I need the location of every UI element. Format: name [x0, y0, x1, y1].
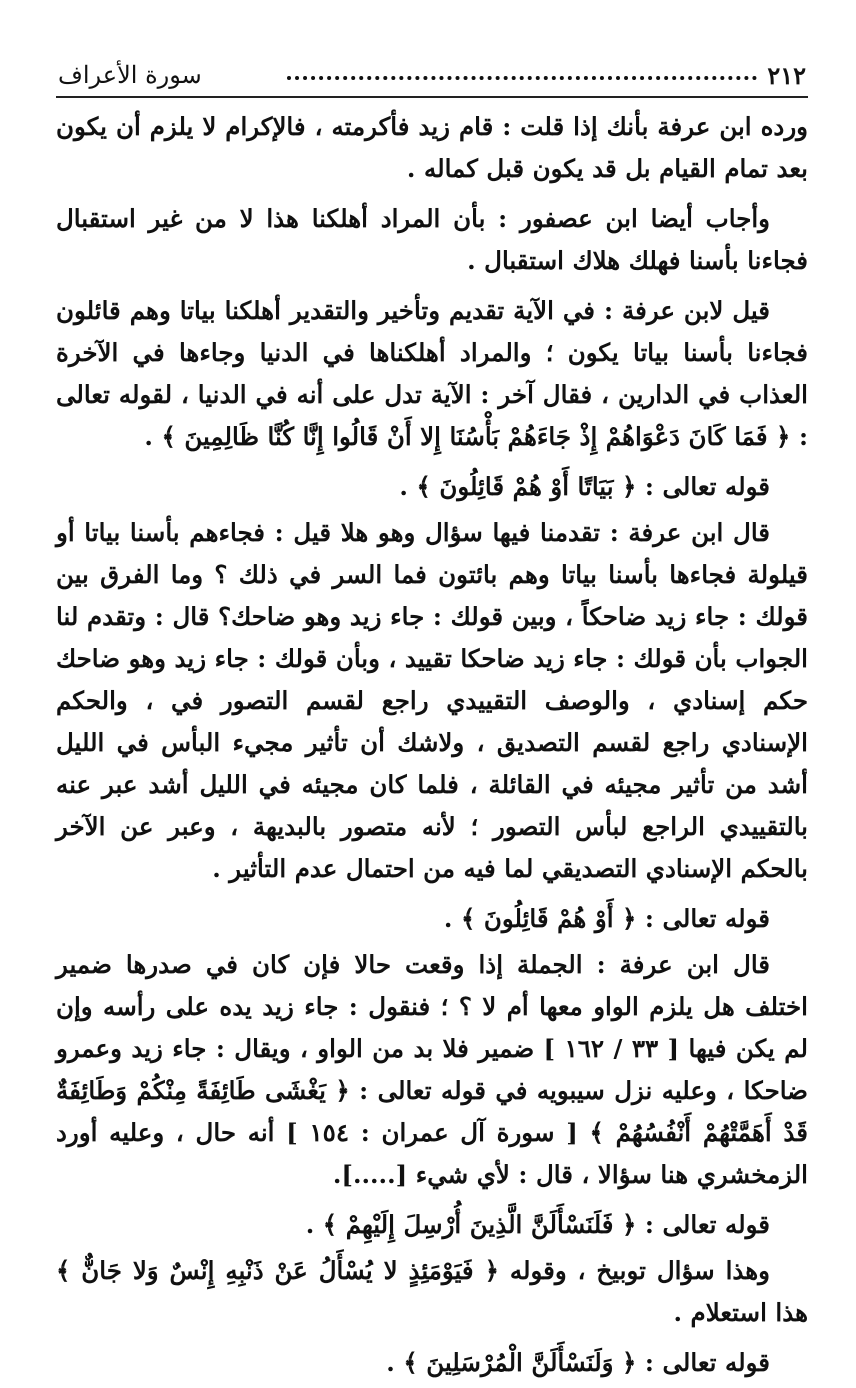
paragraph: قيل لابن عرفة : في الآية تقديم وتأخير والتقدير أهلكنا بياتا وهم قائلون فجاءنا بأسنا بياتا يكون ؛ والمراد أهلكناها في الدنيا وجاءها في الآخرة العذاب في الدارين ، فقال آخر : الآية تدل على أنه في الدنيا ، لقوله تعالى : ﴿ فَمَا كَانَ دَعْوَاهُمْ إِذْ جَاءَهُمْ بَأْسُنَا إِلا أَنْ قَالُوا إِنَّا كُنَّا ظَالِمِينَ ﴾ . — [56, 296, 808, 451]
verse-heading: قوله تعالى : ﴿ وَلَنَسْأَلَنَّ الْمُرْسَلِينَ ﴾ . — [386, 1348, 770, 1377]
page-number: ٢١٢ — [767, 60, 806, 90]
verse-heading: قوله تعالى : ﴿ بَيَاتًا أَوْ هُمْ قَائِلُونَ ﴾ . — [399, 472, 770, 501]
paragraph: قال ابن عرفة : تقدمنا فيها سؤال وهو هلا قيل : فجاءهم بأسنا بياتا أو قيلولة فجاءها بأسنا بياتا وهم بائتون فما السر في ذلك ؟ وما الفرق بين قولك : جاء زيد ضاحكاً ، وبين قولك : جاء زيد وهو ضاحك؟ قال : وتقدم لنا الجواب بأن قولك : جاء زيد ضاحكا تقييد ، وبأن قولك : جاء زيد وهو ضاحك حكم إسنادي ، والوصف التقييدي راجع لقسم التصور في ، والحكم الإسنادي راجع لقسم التصديق ، ولاشك أن تأثير مجيء البأس في الليل أشد من تأثير مجيئه في القائلة ، فلما كان مجيئه في الليل أشد عبر عنه بالتقييدي الراجع لبأس التصور ؛ لأنه متصور بالبديهة ، وعبر عن الآخر بالحكم الإسنادي التصديقي لما فيه من احتمال عدم التأثير . — [56, 518, 808, 883]
page-header — [58, 58, 806, 92]
page-body — [56, 106, 808, 1388]
header-dotted-leader — [287, 76, 757, 80]
header-title-group — [287, 61, 806, 90]
verse-heading: قوله تعالى : ﴿ فَلَنَسْأَلَنَّ الَّذِينَ أُرْسِلَ إِلَيْهِمْ ﴾ . — [305, 1210, 770, 1239]
surah-title: سورة الأعراف — [58, 61, 202, 89]
paragraph: قال ابن عرفة : الجملة إذا وقعت حالا فإن كان في صدرها ضمير اختلف هل يلزم الواو معها أم لا ؟ ؛ فنقول : جاء زيد يده على رأسه وإن لم يكن فيها [ ٣٣ / ١٦٢ ] ضمير فلا بد من الواو ، ويقال : جاء زيد وعمرو ضاحكا ، وعليه نزل سيبويه في قوله تعالى : ﴿ يَغْشَى طَائِفَةً مِنْكُمْ وَطَائِفَةٌ قَدْ أَهَمَّتْهُمْ أَنْفُسُهُمْ ﴾ [ سورة آل عمران : ١٥٤ ] أنه حال ، وعليه أورد الزمخشري هنا سؤالا ، قال : لأي شيء [.....]. — [56, 950, 808, 1189]
paragraph: وهذا سؤال توبيخ ، وقوله ﴿ فَيَوْمَئِذٍ لا يُسْأَلُ عَنْ ذَنْبِهِ إِنْسٌ وَلا جَانٌّ ﴾ هذا استعلام . — [56, 1256, 808, 1327]
paragraph: ورده ابن عرفة بأنك إذا قلت : قام زيد فأكرمته ، فالإكرام لا يلزم أن يكون بعد تمام القيام بل قد يكون قبل كماله . — [56, 112, 808, 183]
verse-heading: قوله تعالى : ﴿ أَوْ هُمْ قَائِلُونَ ﴾ . — [443, 904, 770, 933]
header-divider — [56, 96, 808, 98]
paragraph: وأجاب أيضا ابن عصفور : بأن المراد أهلكنا هذا لا من غير استقبال فجاءنا بأسنا فهلك هلاك استقبال . — [56, 204, 808, 275]
